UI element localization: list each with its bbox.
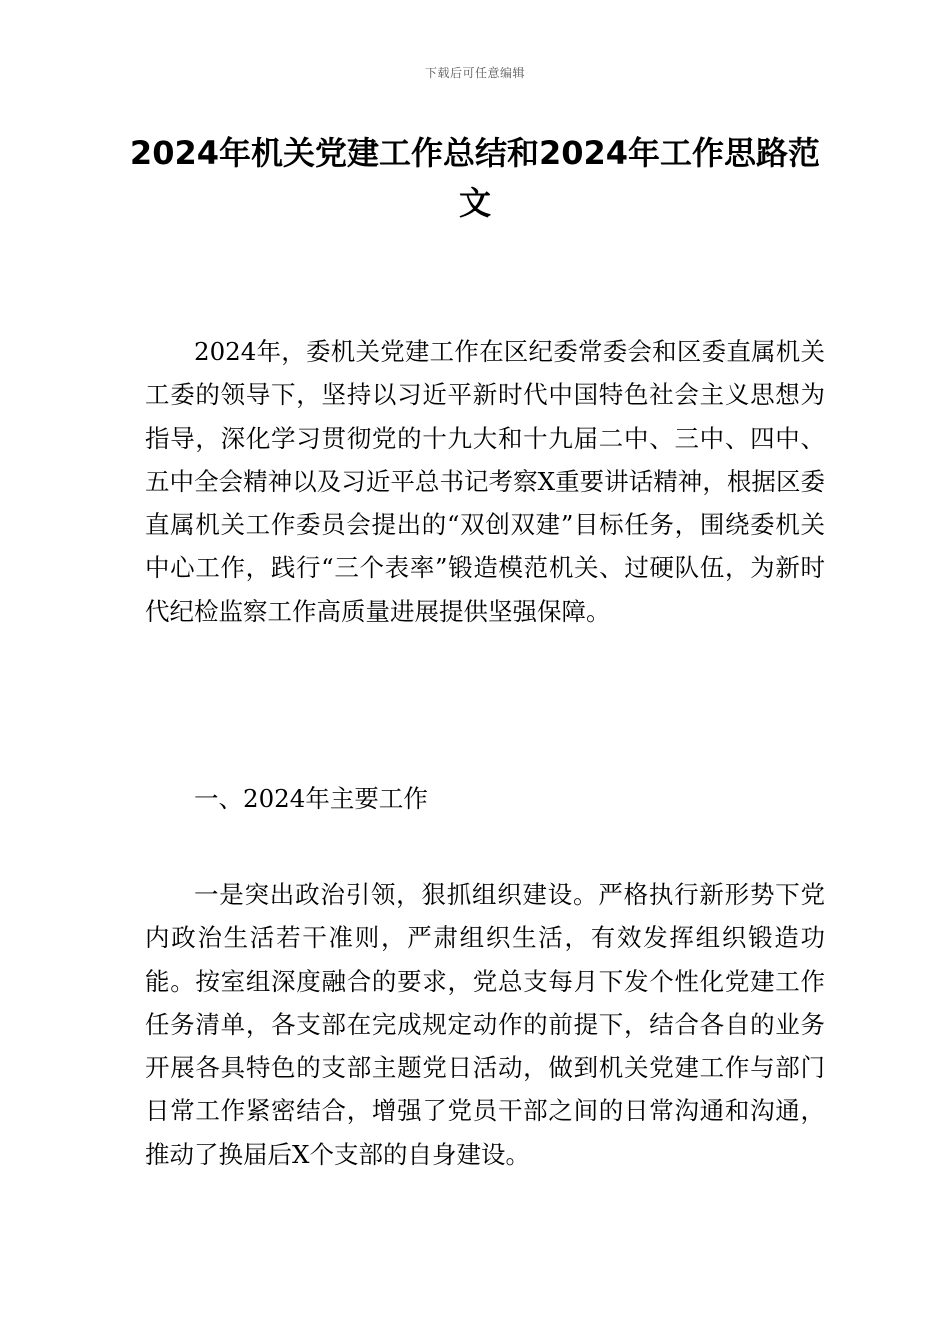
page-header-note: 下载后可任意编辑: [424, 66, 525, 80]
section-paragraph: 一是突出政治引领，狠抓组织建设。严格执行新形势下党内政治生活若干准则，严肃组织生活，有效发挥组织锻造功能。按室组深度融合的要求，党总支每月下发个性化党建工作任务清单，各支部在完成规定动作的前提下，结合各自的业务开展各具特色的支部主题党日活动，做到机关党建工作与部门日常工作紧密结合，增强了党员干部之间的日常沟通和沟通，推动了换届后X个支部的自身建设。: [145, 880, 825, 1169]
document-title: 2024年机关党建工作总结和2024年工作思路范文: [129, 134, 821, 222]
intro-paragraph: 2024年，委机关党建工作在区纪委常委会和区委直属机关工委的领导下，坚持以习近平新时代中国特色社会主义思想为指导，深化学习贯彻党的十九大和十九届二中、三中、四中、五中全会精神以及习近平总书记考察X重要讲话精神，根据区委直属机关工作委员会提出的“双创双建”目标任务，围绕委机关中心工作，践行“三个表率”锻造模范机关、过硬队伍，为新时代纪检监察工作高质量进展提供坚强保障。: [145, 337, 825, 626]
section-heading: 一、2024年主要工作: [194, 784, 428, 813]
